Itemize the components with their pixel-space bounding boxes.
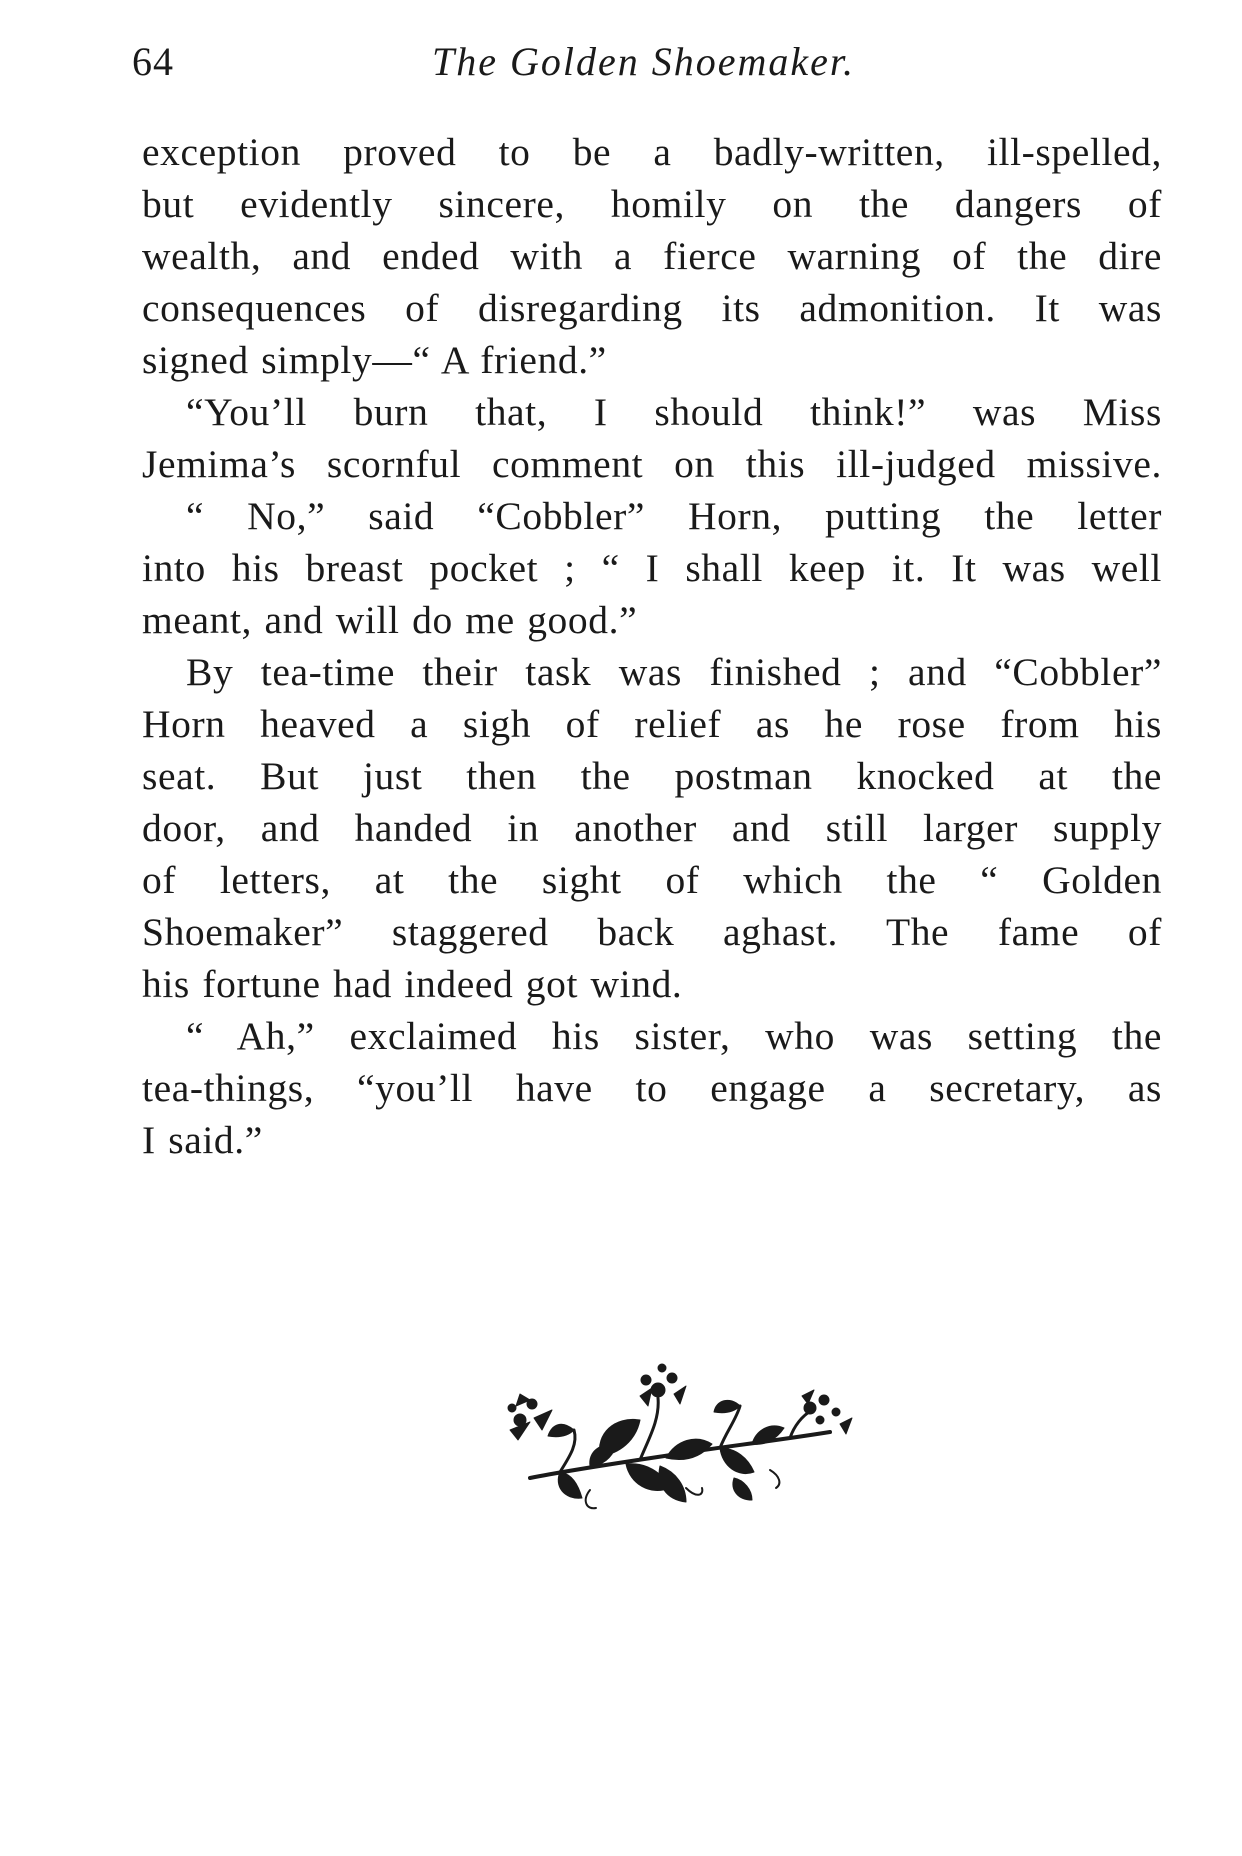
- page-number: 64: [132, 39, 174, 84]
- text-line: Horn heaved a sigh of relief as he rose from his: [142, 702, 1162, 746]
- running-title: The Golden Shoemaker.: [432, 39, 856, 84]
- body-text: [142, 126, 1162, 1166]
- page-header: [132, 38, 1132, 98]
- text-line: meant, and will do me good.”: [142, 598, 638, 642]
- text-line: Shoemaker” staggered back aghast. The fame of: [142, 910, 1162, 954]
- paragraph: [142, 126, 1162, 386]
- text-line: “ No,” said “Cobbler” Horn, putting the letter: [186, 494, 1162, 538]
- text-line: door, and handed in another and still larger supply: [142, 806, 1162, 850]
- text-line: seat. But just then the postman knocked at the: [142, 754, 1162, 798]
- text-line: exception proved to be a badly-written, ill-spelled,: [142, 130, 1162, 174]
- text-line: but evidently sincere, homily on the dangers of: [142, 182, 1162, 226]
- paragraph: [142, 386, 1162, 490]
- honeysuckle-vignette-icon: [490, 1360, 860, 1520]
- text-line: his fortune had indeed got wind.: [142, 962, 683, 1006]
- paragraph: [142, 490, 1162, 646]
- text-line: By tea-time their task was finished ; and “Cobbler”: [186, 650, 1162, 694]
- paragraph: [142, 1010, 1162, 1166]
- text-line: into his breast pocket ; “ I shall keep it. It was well: [142, 546, 1162, 590]
- text-line: I said.”: [142, 1118, 263, 1162]
- text-line: signed simply—“ A friend.”: [142, 338, 607, 382]
- text-line: Jemima’s scornful comment on this ill-judged missive.: [142, 442, 1162, 486]
- text-line: wealth, and ended with a fierce warning of the dire: [142, 234, 1162, 278]
- text-line: of letters, at the sight of which the “ Golden: [142, 858, 1162, 902]
- text-line: tea-things, “you’ll have to engage a secretary, as: [142, 1066, 1162, 1110]
- text-line: “You’ll burn that, I should think!” was Miss: [186, 390, 1162, 434]
- paragraph: [142, 646, 1162, 1010]
- text-line: “ Ah,” exclaimed his sister, who was setting the: [186, 1014, 1162, 1058]
- text-line: consequences of disregarding its admonition. It was: [142, 286, 1162, 330]
